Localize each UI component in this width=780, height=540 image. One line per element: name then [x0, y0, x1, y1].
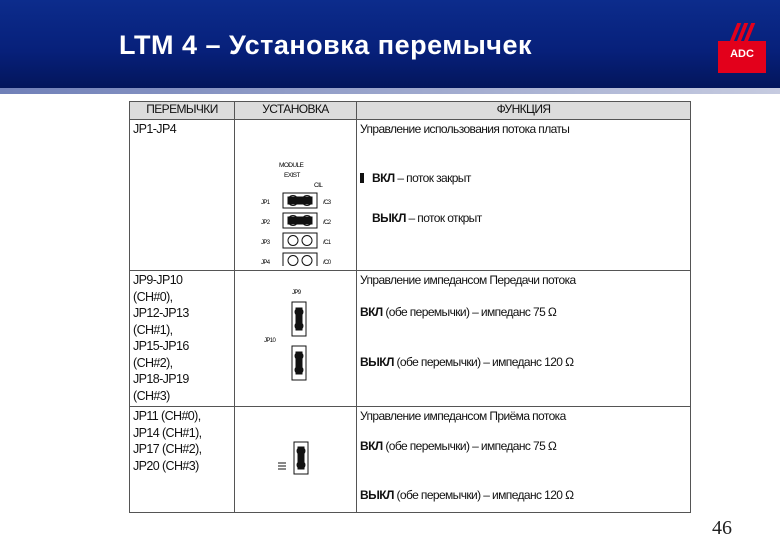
col-label: CIL	[314, 182, 323, 189]
jumper-table	[129, 101, 691, 513]
jumper-label-right: /C3	[323, 200, 331, 206]
column-header-function: ФУНКЦИЯ	[357, 102, 691, 120]
jumper-cell	[130, 407, 235, 513]
on-text: (обе перемычки) – импеданс 75 Ω	[382, 305, 557, 319]
on-label: ВКЛ	[360, 439, 383, 453]
jumper-label-right: /C1	[323, 240, 331, 246]
function-title: Управление импедансом Передачи потока	[360, 273, 576, 287]
jumper-block-jp2	[283, 213, 317, 228]
on-label: ВКЛ	[372, 171, 395, 185]
off-label: ВЫКЛ	[360, 355, 394, 369]
function-cell	[357, 271, 691, 407]
jumper-channel: (CH#2),	[133, 355, 173, 370]
function-cell	[357, 407, 691, 513]
function-on-line	[360, 171, 687, 185]
function-off-line	[360, 355, 687, 369]
jumper-channel: (CH#0),	[133, 289, 173, 304]
jumper-label-left: JP2	[261, 220, 270, 226]
function-title: Управление импедансом Приёма потока	[360, 409, 566, 423]
jumper-channel: (CH#1),	[133, 322, 173, 337]
on-text: – поток закрыт	[394, 171, 471, 185]
off-text: (обе перемычки) – импеданс 120 Ω	[393, 355, 574, 369]
jumper-block-jp4	[283, 253, 317, 266]
function-title: Управление использования потока платы	[360, 122, 570, 136]
jumper-name: JP20 (CH#3)	[133, 458, 199, 473]
setting-cell	[235, 271, 357, 407]
receive-jumper-diagram	[238, 408, 348, 508]
impedance-jumper-diagram	[238, 272, 348, 402]
bullet-square-icon	[360, 173, 364, 183]
table-row	[130, 407, 691, 513]
header-divider	[0, 88, 780, 94]
column-header-setting: УСТАНОВКА	[235, 102, 357, 120]
jumper-name: JP1-JP4	[133, 122, 177, 136]
jumper-label-jp9: JP9	[292, 290, 301, 296]
jumper-label-right: /C2	[323, 220, 331, 226]
off-label: ВЫКЛ	[372, 211, 406, 225]
triple-line-icon	[278, 463, 286, 469]
jumper-name: JP9-JP10	[133, 273, 183, 287]
jumper-label-left: JP1	[261, 200, 270, 206]
jumper-name: JP11 (CH#0),	[133, 409, 201, 423]
jumper-cell	[130, 271, 235, 407]
off-text: – поток открыт	[405, 211, 482, 225]
page-number: 46	[712, 517, 732, 539]
module-label: MODULE	[279, 162, 304, 169]
exist-label: EXIST	[284, 172, 300, 179]
jumper-block-jp3	[283, 233, 317, 248]
page-title: LTM 4 – Установка перемычек	[119, 30, 533, 60]
adc-logo	[718, 23, 766, 73]
table-row	[130, 120, 691, 271]
jumper-name: JP15-JP16	[133, 339, 189, 353]
function-off-line	[360, 488, 687, 502]
jumper-name: JP17 (CH#2),	[133, 442, 202, 456]
jumper-vertical-jp9	[292, 302, 306, 336]
table-header-row	[130, 102, 691, 120]
jumper-label-left: JP3	[261, 240, 270, 246]
setting-cell	[235, 407, 357, 513]
function-on-line	[360, 305, 687, 319]
on-label: ВКЛ	[360, 305, 383, 319]
module-jumper-diagram	[238, 121, 348, 266]
jumper-name: JP14 (CH#1),	[133, 425, 202, 440]
jumper-label-right: /C0	[323, 260, 331, 266]
jumper-block-jp1	[283, 193, 317, 208]
jumper-channel: (CH#3)	[133, 388, 170, 403]
jumper-vertical-jp10	[292, 346, 306, 380]
on-text: (обе перемычки) – импеданс 75 Ω	[382, 439, 557, 453]
off-label: ВЫКЛ	[360, 488, 394, 502]
jumper-name: JP18-JP19	[133, 372, 189, 386]
function-off-line	[360, 211, 687, 225]
column-header-jumpers: ПЕРЕМЫЧКИ	[130, 102, 235, 120]
function-on-line	[360, 439, 687, 453]
jumper-name: JP12-JP13	[133, 306, 189, 320]
logo-text: ADC	[730, 48, 754, 60]
off-text: (обе перемычки) – импеданс 120 Ω	[393, 488, 574, 502]
table-row	[130, 271, 691, 407]
setting-cell	[235, 120, 357, 271]
jumper-label-left: JP4	[261, 260, 270, 266]
jumper-vertical-receive	[294, 442, 308, 474]
jumper-cell	[130, 120, 235, 271]
jumper-label-jp10: JP10	[264, 338, 276, 344]
function-cell	[357, 120, 691, 271]
